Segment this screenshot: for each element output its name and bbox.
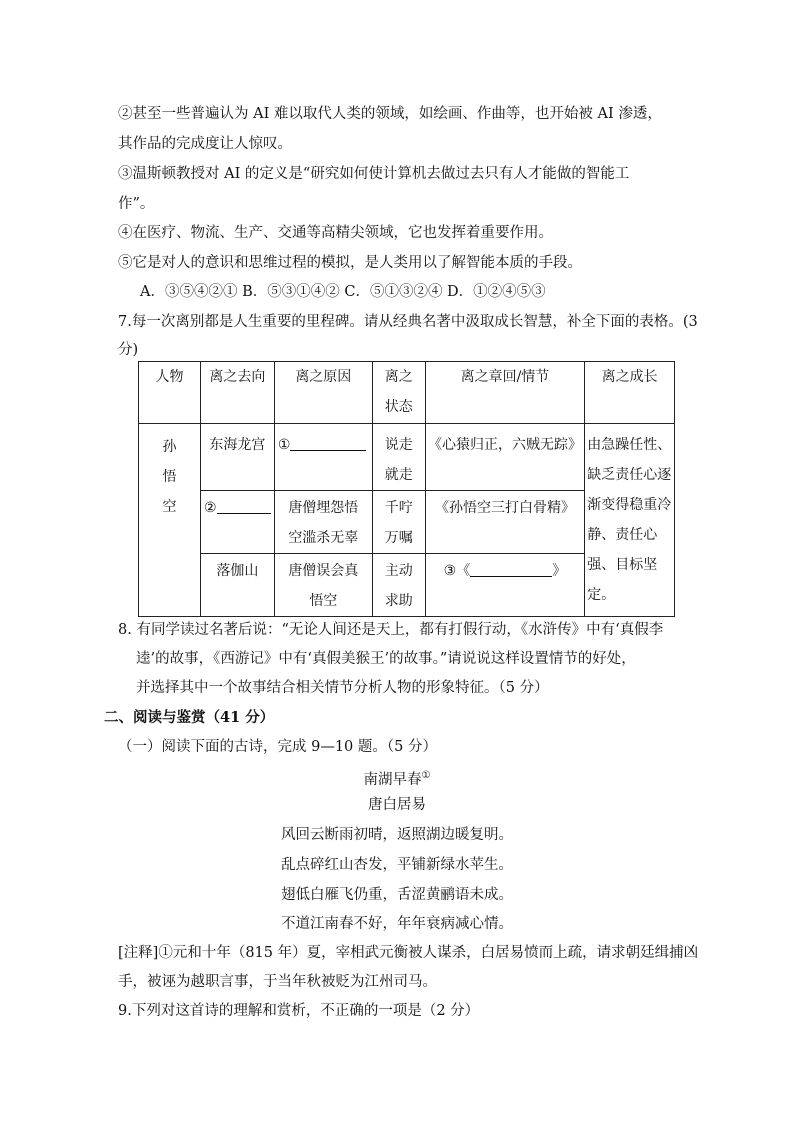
header-chapter: 离之章回/情节 bbox=[425, 362, 585, 424]
header-state: 离之状态 bbox=[372, 362, 425, 424]
poem-line-1: 风回云断雨初晴，返照湖边暖复明。 bbox=[281, 827, 513, 843]
statement-4: ④在医疗、物流、生产、交通等高精尖领域，它也发挥着重要作用。 bbox=[118, 225, 553, 241]
row1-chapter: 《心猿归正，六贼无踪》 bbox=[425, 424, 585, 491]
statement-3-line2: 作”。 bbox=[118, 196, 155, 212]
blank-1[interactable] bbox=[290, 432, 366, 451]
q9: 9.下列对这首诗的理解和赏析，不正确的一项是（2 分） bbox=[118, 1003, 480, 1019]
row3-chapter-close: 》 bbox=[552, 563, 567, 579]
statement-5: ⑤它是对人的意识和思维过程的模拟，是人类用以了解智能本质的手段。 bbox=[118, 255, 582, 271]
blank-3[interactable] bbox=[470, 558, 552, 577]
row2-destination-cell[interactable] bbox=[200, 491, 274, 554]
row2-chapter: 《孙悟空三打白骨精》 bbox=[425, 491, 585, 554]
row3-chapter-label: ③《 bbox=[443, 563, 471, 579]
row2-reason: 唐僧埋怨悟空滥杀无辜 bbox=[274, 491, 372, 554]
poem-line-3: 翅低白雁飞仍重，舌涩黄鹂语未成。 bbox=[281, 887, 513, 903]
q8-line1: 8. 有同学读过名著后说：“无论人间还是天上，都有打假行动，《水浒传》中有‘真假李 bbox=[118, 622, 664, 638]
subsection-heading: （一）阅读下面的古诗，完成 9—10 题。（5 分） bbox=[118, 739, 437, 755]
q7-line2: 分) bbox=[118, 342, 139, 358]
row3-chapter-cell[interactable] bbox=[425, 554, 585, 617]
q7-line1: 7.每一次离别都是人生重要的里程碑。请从经典名著中汲取成长智慧，补全下面的表格。(3 bbox=[118, 314, 698, 330]
header-destination: 离之去向 bbox=[200, 362, 274, 424]
poem-title-note: ① bbox=[421, 770, 431, 781]
row2-destination-label: ② bbox=[203, 500, 217, 516]
header-character: 人物 bbox=[139, 362, 201, 424]
header-reason: 离之原因 bbox=[274, 362, 372, 424]
poem-title bbox=[0, 766, 794, 790]
row3-state: 主动求助 bbox=[372, 554, 425, 617]
section-heading: 二、阅读与鉴赏（41 分） bbox=[104, 709, 275, 726]
poem-title-text: 南湖早春 bbox=[363, 771, 422, 788]
row2-state: 千咛万嘱 bbox=[372, 491, 425, 554]
character-cell bbox=[139, 424, 201, 617]
statement-2-line1: ②甚至一些普遍认为 AI 难以取代人类的领域，如绘画、作曲等，也开始被 AI 渗透， bbox=[118, 106, 662, 122]
character-name: 孙悟空 bbox=[162, 439, 177, 515]
blank-2[interactable] bbox=[217, 495, 271, 514]
row1-reason-label: ① bbox=[277, 437, 291, 453]
row1-reason-cell[interactable] bbox=[274, 424, 372, 491]
row1-state: 说走就走 bbox=[372, 424, 425, 491]
growth-table bbox=[138, 361, 675, 617]
q8-line2: 逵’的故事，《西游记》中有‘真假美猴王’的故事。”请说说这样设置情节的好处， bbox=[136, 651, 636, 667]
statement-3-line1: ③温斯顿教授对 AI 的定义是“研究如何使计算机去做过去只有人才能做的智能工 bbox=[118, 166, 630, 182]
row3-destination: 落伽山 bbox=[200, 554, 274, 617]
note-line2: 手，被诬为越职言事，于当年秋被贬为江州司马。 bbox=[118, 974, 437, 990]
statement-2-line2: 其作品的完成度让人惊叹。 bbox=[118, 136, 292, 152]
growth-cell bbox=[585, 424, 675, 617]
header-growth: 离之成长 bbox=[585, 362, 675, 424]
poem-line-4: 不道江南春不好，年年衰病减心情。 bbox=[281, 916, 513, 932]
item6-options: A．③⑤④②① B．⑤③①④② C．⑤①③②④ D．①②④⑤③ bbox=[140, 284, 546, 300]
row1-destination: 东海龙宫 bbox=[200, 424, 274, 491]
q8-line3: 并选择其中一个故事结合相关情节分析人物的形象特征。（5 分） bbox=[136, 680, 549, 696]
note-line1: [注释]①元和十年（815 年）夏，宰相武元衡被人谋杀，白居易愤而上疏，请求朝廷缉捕凶 bbox=[118, 945, 699, 961]
growth-text: 由急躁任性、缺乏责任心逐渐变得稳重冷静、责任心强、目标坚定。 bbox=[587, 437, 672, 603]
poem-author: 唐白居易 bbox=[368, 797, 426, 813]
row3-reason: 唐僧误会真悟空 bbox=[274, 554, 372, 617]
poem-line-2: 乱点碎红山杏发，平铺新绿水苹生。 bbox=[281, 857, 513, 873]
